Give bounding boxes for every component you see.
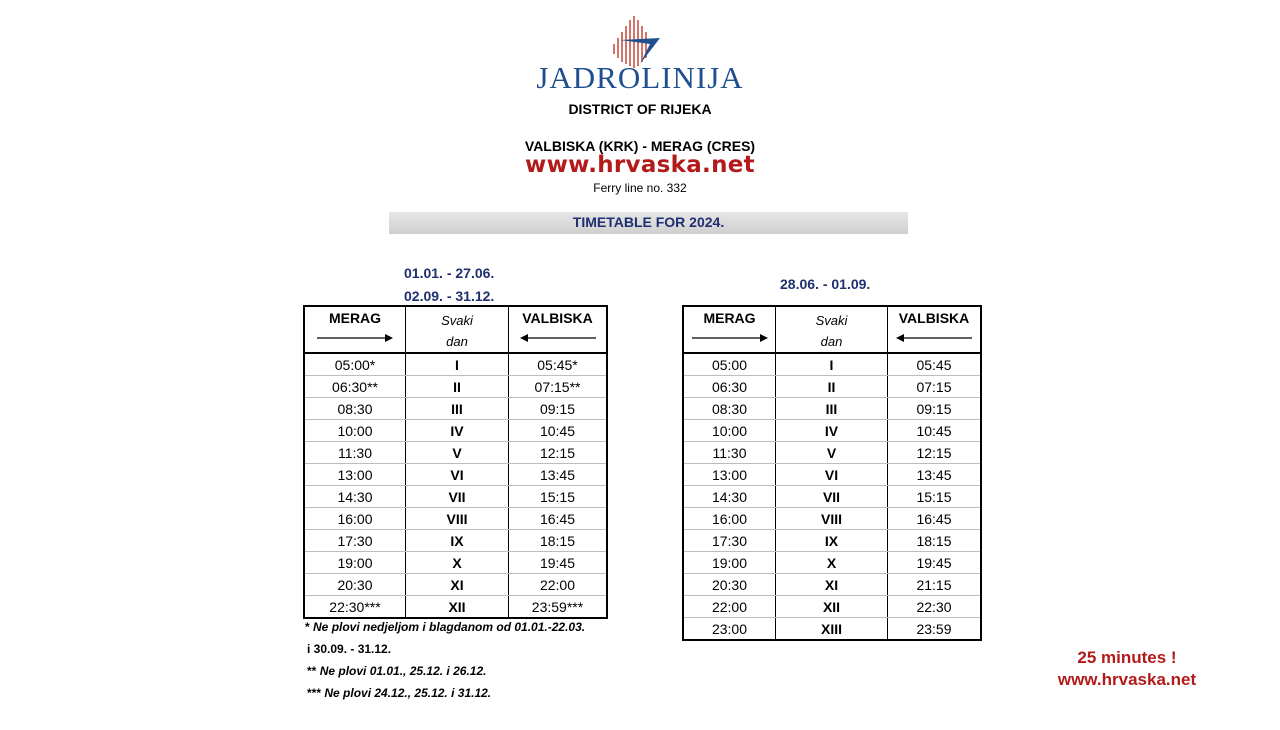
arrow-left-icon [896,334,972,342]
table-row [683,618,981,641]
table-row [683,464,981,486]
table-row [683,530,981,552]
departure-valbiska: 23:59*** [509,596,608,619]
watermark-link[interactable]: www.hrvaska.net [525,152,755,178]
departure-valbiska: 15:15 [888,486,982,508]
table-header-row [683,306,981,353]
trip-number: IV [406,420,509,442]
departure-valbiska: 16:45 [509,508,608,530]
table-row [683,574,981,596]
departure-merag: 14:30 [683,486,776,508]
trip-number: III [406,398,509,420]
departure-valbiska: 12:15 [888,442,982,464]
departure-valbiska: 10:45 [509,420,608,442]
header-valbiska: VALBISKA [888,306,982,353]
trip-number: X [776,552,888,574]
departure-valbiska: 18:15 [888,530,982,552]
departure-valbiska: 13:45 [509,464,608,486]
promo-duration: 25 minutes ! [1077,648,1177,667]
departure-merag: 13:00 [304,464,406,486]
departure-merag: 17:30 [304,530,406,552]
table-row [683,486,981,508]
departure-valbiska: 13:45 [888,464,982,486]
departure-merag: 11:30 [304,442,406,464]
departure-merag: 16:00 [304,508,406,530]
footnote-3: *** Ne plovi 24.12., 25.12. i 31.12. [307,686,492,700]
ferry-line-number: Ferry line no. 332 [593,181,687,195]
table-row [683,353,981,376]
trip-number: V [776,442,888,464]
trip-number: IV [776,420,888,442]
brand-name: JADROLINIJA [536,60,744,95]
trip-number: IX [406,530,509,552]
table-row [304,508,607,530]
period-right: 28.06. - 01.09. [780,276,871,292]
trip-number: VI [406,464,509,486]
trip-number: X [406,552,509,574]
table-row [683,420,981,442]
departure-valbiska: 09:15 [509,398,608,420]
departure-merag: 08:30 [683,398,776,420]
footnote-2: ** Ne plovi 01.01., 25.12. i 26.12. [307,664,487,678]
period-left-line2: 02.09. - 31.12. [404,288,495,304]
table-row [304,376,607,398]
departure-merag: 06:30 [683,376,776,398]
header-merag: MERAG [683,306,776,353]
departure-merag: 16:00 [683,508,776,530]
departure-merag: 20:30 [683,574,776,596]
trip-number: VII [776,486,888,508]
departure-merag: 20:30 [304,574,406,596]
trip-number: I [776,353,888,376]
departure-merag: 08:30 [304,398,406,420]
route-title: VALBISKA (KRK) - MERAG (CRES) [524,138,756,154]
header-valbiska: VALBISKA [509,306,608,353]
trip-number: VIII [776,508,888,530]
trip-number: XIII [776,618,888,641]
arrow-right-icon [317,334,393,342]
departure-valbiska: 22:30 [888,596,982,618]
departure-merag: 19:00 [304,552,406,574]
departure-valbiska: 18:15 [509,530,608,552]
departure-valbiska: 05:45 [888,353,982,376]
trip-number: VIII [406,508,509,530]
trip-number: V [406,442,509,464]
departure-merag: 19:00 [683,552,776,574]
departure-valbiska: 19:45 [888,552,982,574]
departure-merag: 05:00 [683,353,776,376]
table-row [683,552,981,574]
table-row [304,486,607,508]
trip-number: IX [776,530,888,552]
table-row [304,530,607,552]
trip-number: II [776,376,888,398]
header-daily: Svaki dan [776,306,888,353]
trip-number: VI [776,464,888,486]
departure-valbiska: 07:15** [509,376,608,398]
trip-number: I [406,353,509,376]
departure-valbiska: 16:45 [888,508,982,530]
departure-merag: 14:30 [304,486,406,508]
table-row [304,552,607,574]
departure-merag: 05:00* [304,353,406,376]
table-row [683,508,981,530]
departure-merag: 22:00 [683,596,776,618]
trip-number: II [406,376,509,398]
departure-merag: 17:30 [683,530,776,552]
departure-valbiska: 10:45 [888,420,982,442]
table-row [304,398,607,420]
district-label: DISTRICT OF RIJEKA [568,101,712,117]
table-row [304,420,607,442]
departure-valbiska: 22:00 [509,574,608,596]
table-row [683,398,981,420]
arrow-right-icon [692,334,768,342]
footnote-1: * Ne plovi nedjeljom i blagdanom od 01.01.-22.03. [305,620,586,634]
departure-merag: 06:30** [304,376,406,398]
table-row [683,376,981,398]
table-row [304,574,607,596]
departure-merag: 22:30*** [304,596,406,619]
departure-merag: 10:00 [683,420,776,442]
trip-number: III [776,398,888,420]
header-merag: MERAG [304,306,406,353]
header-daily: Svaki dan [406,306,509,353]
table-header-row [304,306,607,353]
table-row [304,353,607,376]
arrow-left-icon [520,334,596,342]
timetable-title: TIMETABLE FOR 2024. [572,214,725,230]
table-row [304,442,607,464]
table-row [304,596,607,619]
trip-number: XI [406,574,509,596]
timetable-left [303,305,608,619]
trip-number: VII [406,486,509,508]
departure-valbiska: 07:15 [888,376,982,398]
departure-valbiska: 12:15 [509,442,608,464]
period-left-line1: 01.01. - 27.06. [404,265,495,281]
trip-number: XII [406,596,509,619]
departure-valbiska: 05:45* [509,353,608,376]
departure-valbiska: 23:59 [888,618,982,641]
departure-merag: 13:00 [683,464,776,486]
departure-valbiska: 09:15 [888,398,982,420]
table-row [304,464,607,486]
departure-valbiska: 21:15 [888,574,982,596]
footnote-1-continued: i 30.09. - 31.12. [307,642,392,656]
trip-number: XII [776,596,888,618]
departure-valbiska: 15:15 [509,486,608,508]
departure-merag: 10:00 [304,420,406,442]
trip-number: XI [776,574,888,596]
table-row [683,596,981,618]
promo-link[interactable]: www.hrvaska.net [1057,670,1197,689]
departure-valbiska: 19:45 [509,552,608,574]
table-row [683,442,981,464]
timetable-right [682,305,982,641]
departure-merag: 11:30 [683,442,776,464]
departure-merag: 23:00 [683,618,776,641]
